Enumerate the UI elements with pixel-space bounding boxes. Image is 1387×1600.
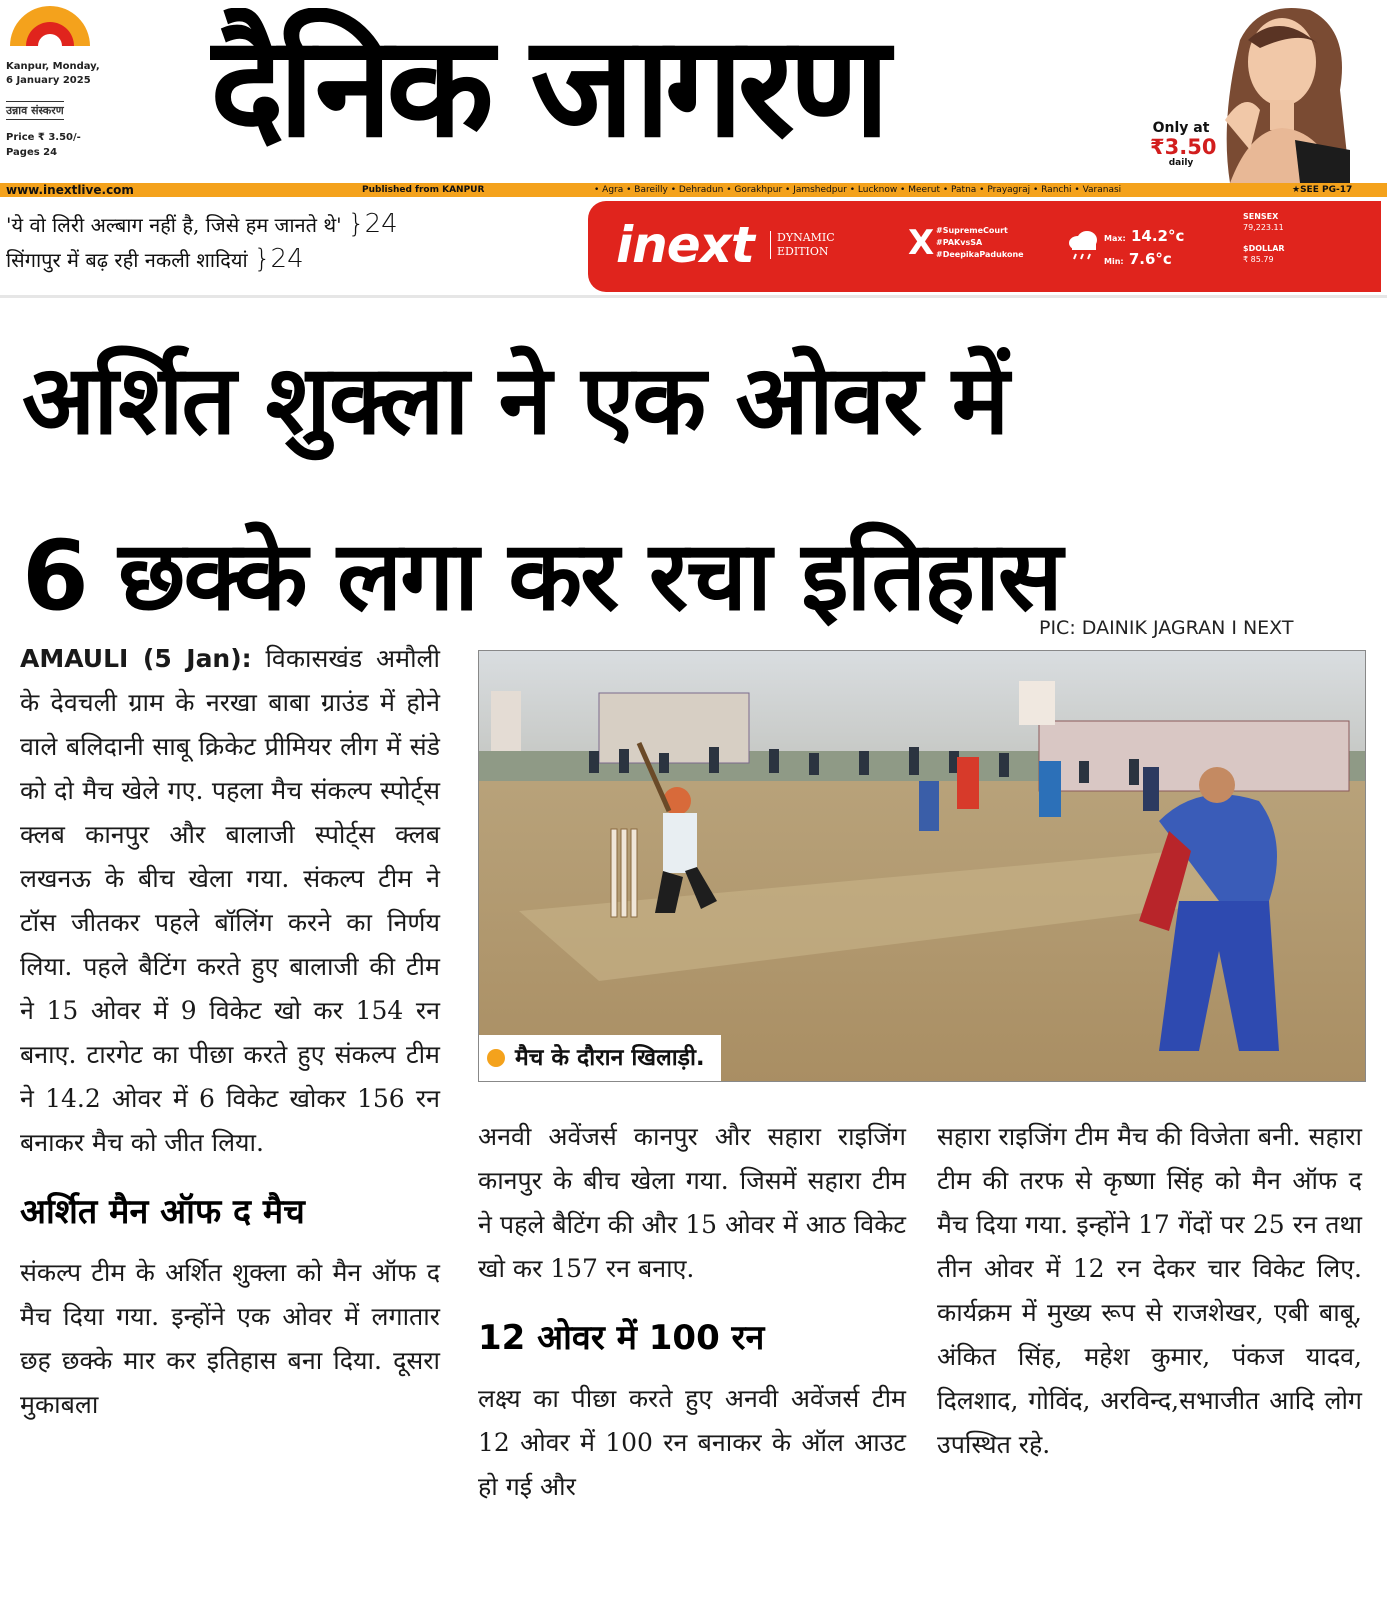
divider xyxy=(0,295,1387,298)
body-paragraph: लक्ष्य का पीछा करते हुए अनवी अवेंजर्स टीम 12 ओवर में 100 रन बनाकर के ऑल आउट हो गई और xyxy=(478,1384,906,1501)
x-logo-icon: X xyxy=(908,223,935,263)
body-paragraph: सहारा राइजिंग टीम मैच की विजेता बनी. सहारा टीम की तरफ से कृष्णा सिंह को मैन ऑफ द मैच दिया गया. इन्होंने 17 गेंदों पर 25 रन तथा तीन ओवर में 12 रन देकर चार विकेट लिए. कार्यक्रम में मुख्य रूप से राजशेखर, एबी बाबू, अंकित सिंह, महेश कुमार, पंकज यादव, दिलशाद, गोविंद, अरविन्द,सभाजीत आदि लोग उपस्थित रहे. xyxy=(937,1122,1362,1459)
cricket-scene-image xyxy=(479,651,1366,1082)
photo-credit: PIC: DAINIK JAGRAN I NEXT xyxy=(1039,617,1294,639)
subheading: 12 ओवर में 100 रन xyxy=(478,1318,765,1358)
rain-cloud-icon xyxy=(1066,227,1100,261)
edition-label: उन्नाव संस्करण xyxy=(6,101,64,120)
price-info: Price ₹ 3.50/- Pages 24 xyxy=(6,132,81,158)
photo-caption: मैच के दौरान खिलाड़ी. xyxy=(479,1035,721,1081)
promo-model-image xyxy=(1200,0,1365,183)
article-column-2 xyxy=(478,1115,906,1509)
teasers xyxy=(6,207,576,277)
inext-panel xyxy=(588,201,1381,292)
bullet-icon xyxy=(487,1049,505,1067)
website-link[interactable]: www.inextlive.com xyxy=(6,183,134,197)
sun-logo-icon xyxy=(6,2,94,46)
dynamic-edition: DYNAMIC EDITION xyxy=(770,231,835,259)
trending-tags: #SupremeCourt #PAKvsSA #DeepikaPadukone xyxy=(936,226,1024,259)
match-photo xyxy=(478,650,1366,1082)
lead-paragraph: AMAULI (5 Jan): विकासखंड अमौली के देवचली ग्राम के नरखा बाबा ग्राउंड में होने वाले बलिदानी साबू क्रिकेट प्रीमियर लीग में संडे को दो मैच खेले गए. पहला मैच संकल्प स्पोर्ट्स क्लब कानपुर और बालाजी स्पोर्ट्स क्लब लखनऊ के बीच खेला गया. संकल्प टीम ने टॉस जीतकर पहले बॉलिंग करने का निर्णय लिया. पहले बैटिंग करते हुए बालाजी की टीम ने 15 ओवर में 9 विकेट खो कर 154 रन बनाए. टारगेट का पीछा करते हुए संकल्प टीम ने 14.2 ओवर में 6 विकेट खोकर 156 रन बनाकर मैच को जीत लिया. xyxy=(20,644,440,1157)
inext-logo: inext xyxy=(616,216,754,274)
subheading: अर्शित मैन ऑफ द मैच xyxy=(20,1192,305,1232)
teaser-item[interactable]: 'ये वो लिरी अल्बाग नहीं है, जिसे हम जानते थे' }24 xyxy=(6,209,398,239)
article-dateline: AMAULI (5 Jan): xyxy=(20,644,252,673)
article-column-1 xyxy=(20,637,440,1427)
dateline: Kanpur, Monday, 6 January 2025 xyxy=(6,61,100,86)
info-bar xyxy=(0,183,1387,197)
headline: अर्शित शुक्ला ने एक ओवर में 6 छक्के लगा कर रचा इतिहास xyxy=(22,344,1061,632)
price-promo: Only at ₹3.50 daily xyxy=(1150,120,1217,168)
article-column-3 xyxy=(937,1115,1362,1467)
see-page: ★SEE PG-17 xyxy=(1292,185,1353,195)
body-paragraph: संकल्प टीम के अर्शित शुक्ला को मैन ऑफ द मैच दिया गया. इन्होंने एक ओवर में लगातार छह छक्के मार कर इतिहास बना दिया. दूसरा मुकाबला xyxy=(20,1258,440,1419)
editions-cities: • Agra • Bareilly • Dehradun • Gorakhpur • Jamshedpur • Lucknow • Meerut • Patna • Prayagraj • Ranchi • Varanasi xyxy=(594,185,1122,195)
market-ticker: SENSEX 79,223.11 $DOLLAR ₹ 85.79 xyxy=(1243,212,1285,264)
masthead xyxy=(0,0,1387,185)
weather: Max: 14.2°c Min: 7.6°c xyxy=(1104,227,1185,268)
body-paragraph: अनवी अवेंजर्स कानपुर और सहारा राइजिंग कानपुर के बीच खेला गया. जिसमें सहारा टीम ने पहले बैटिंग की और 15 ओवर में आठ विकेट खो कर 157 रन बनाए. xyxy=(478,1122,906,1283)
newspaper-title: दैनिक जागरण xyxy=(210,8,885,168)
published-from: Published from KANPUR xyxy=(362,185,485,195)
teaser-item[interactable]: सिंगापुर में बढ़ रही नकली शादियां }24 xyxy=(6,244,304,274)
